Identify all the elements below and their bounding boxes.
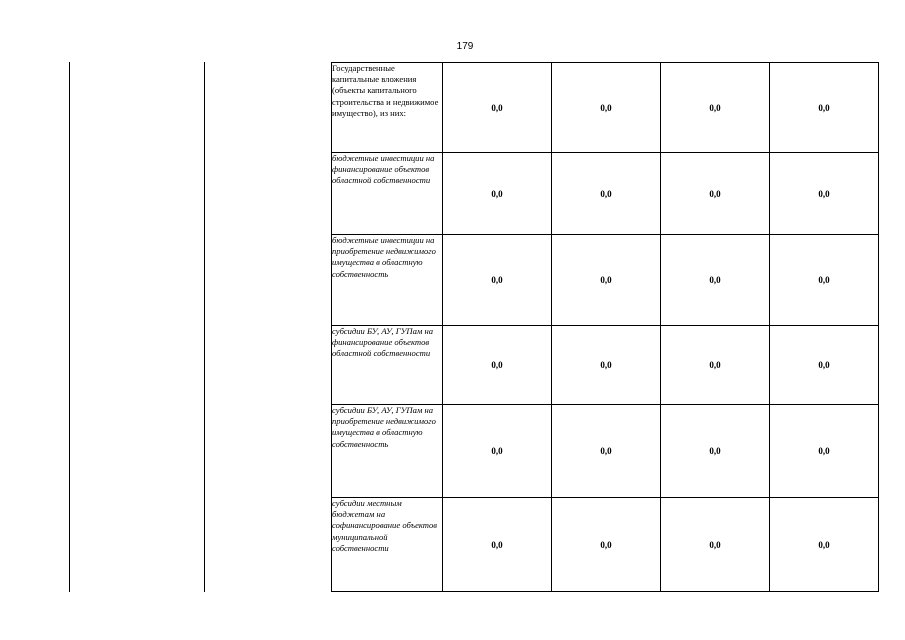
row-label: бюджетные инвестиции на финансирование объектов областной собственности bbox=[332, 153, 443, 235]
table-row bbox=[332, 326, 879, 405]
value-cell: 0,0 bbox=[552, 63, 661, 153]
value-cell: 0,0 bbox=[770, 153, 879, 235]
investment-table bbox=[331, 62, 879, 592]
value-cell: 0,0 bbox=[661, 405, 770, 498]
row-label: бюджетные инвестиции на приобретение недвижимого имущества в областную собственность bbox=[332, 235, 443, 326]
value-cell: 0,0 bbox=[770, 405, 879, 498]
value-cell: 0,0 bbox=[661, 235, 770, 326]
row-label: Государственные капитальные вложения (объекты капитального строительства и недвижимое имущество), из них: bbox=[332, 63, 443, 153]
value-cell: 0,0 bbox=[552, 235, 661, 326]
value-cell: 0,0 bbox=[443, 235, 552, 326]
value-cell: 0,0 bbox=[443, 153, 552, 235]
value-cell: 0,0 bbox=[443, 405, 552, 498]
value-cell: 0,0 bbox=[661, 63, 770, 153]
value-cell: 0,0 bbox=[443, 498, 552, 592]
value-cell: 0,0 bbox=[552, 326, 661, 405]
table-row bbox=[332, 235, 879, 326]
value-cell: 0,0 bbox=[552, 153, 661, 235]
value-cell: 0,0 bbox=[552, 405, 661, 498]
value-cell: 0,0 bbox=[770, 326, 879, 405]
value-cell: 0,0 bbox=[770, 63, 879, 153]
left-column-border bbox=[204, 62, 205, 592]
row-label: субсидии местным бюджетам на софинансирование объектов муниципальной собственности bbox=[332, 498, 443, 592]
table-row bbox=[332, 498, 879, 592]
page-number: 179 bbox=[456, 41, 474, 52]
table-row bbox=[332, 405, 879, 498]
value-cell: 0,0 bbox=[443, 326, 552, 405]
row-label: субсидии БУ, АУ, ГУПам на приобретение недвижимого имущества в областную собственность bbox=[332, 405, 443, 498]
value-cell: 0,0 bbox=[661, 153, 770, 235]
table-row bbox=[332, 63, 879, 153]
value-cell: 0,0 bbox=[552, 498, 661, 592]
row-label: субсидии БУ, АУ, ГУПам на финансирование объектов областной собственности bbox=[332, 326, 443, 405]
value-cell: 0,0 bbox=[661, 498, 770, 592]
value-cell: 0,0 bbox=[770, 235, 879, 326]
left-column-border bbox=[69, 62, 70, 592]
value-cell: 0,0 bbox=[661, 326, 770, 405]
value-cell: 0,0 bbox=[443, 63, 552, 153]
table-row bbox=[332, 153, 879, 235]
value-cell: 0,0 bbox=[770, 498, 879, 592]
